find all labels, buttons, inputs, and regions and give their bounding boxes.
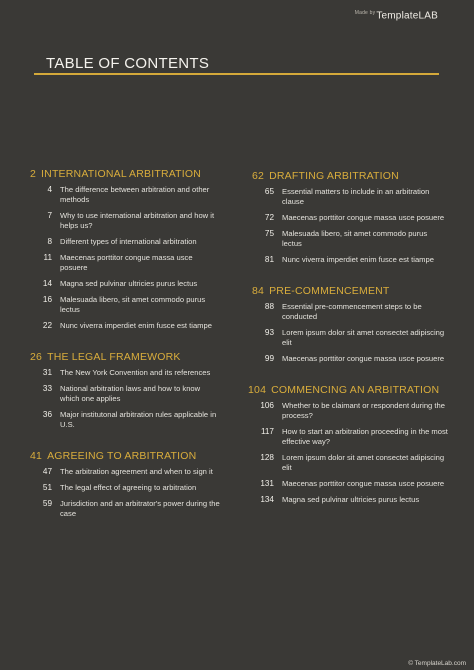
section-heading[interactable] <box>252 170 448 182</box>
section-heading[interactable] <box>248 384 448 396</box>
entry-text: Major institutonal arbitration rules applicable in U.S. <box>60 410 217 429</box>
logo-small-text: Made by <box>354 10 376 16</box>
entry-page-number: 93 <box>264 328 274 337</box>
entry-page-number: 72 <box>264 213 274 222</box>
section-title: PRE-COMMENCEMENT <box>269 285 390 297</box>
toc-entry[interactable] <box>30 279 220 289</box>
section-heading[interactable] <box>30 450 220 462</box>
entry-page-number: 36 <box>42 410 52 419</box>
toc-entry[interactable] <box>252 302 448 322</box>
toc-entry[interactable] <box>252 229 448 249</box>
toc-section <box>248 384 448 505</box>
section-title: AGREEING TO ARBITRATION <box>47 450 197 462</box>
title-underline <box>34 73 439 75</box>
section-page-number: 62 <box>252 170 265 182</box>
entry-text: Magna sed pulvinar ultricies purus lectus <box>282 495 420 504</box>
section-heading[interactable] <box>30 168 220 180</box>
entry-page-number: 88 <box>264 302 274 311</box>
entry-page-number: 134 <box>260 495 274 504</box>
entry-page-number: 7 <box>47 211 52 220</box>
entry-text: Maecenas porttitor congue massa usce posuere <box>282 354 445 363</box>
toc-entry[interactable] <box>30 321 220 331</box>
toc-section <box>252 285 448 364</box>
entry-page-number: 47 <box>42 467 52 476</box>
toc-entry[interactable] <box>30 410 220 430</box>
entry-text: Maecenas porttitor congue massa usce posuere <box>282 213 445 222</box>
entry-page-number: 11 <box>43 253 52 262</box>
entry-page-number: 59 <box>42 499 52 508</box>
section-title: THE LEGAL FRAMEWORK <box>47 351 181 363</box>
toc-section <box>30 450 220 519</box>
entry-text: Different types of international arbitration <box>60 237 197 246</box>
section-title: DRAFTING ARBITRATION <box>269 170 399 182</box>
entry-text: Malesuada libero, sit amet commodo purus lectus <box>282 229 428 248</box>
toc-entry[interactable] <box>252 453 448 473</box>
toc-entry[interactable] <box>252 427 448 447</box>
templatelab-logo <box>355 10 438 21</box>
toc-entry[interactable] <box>30 384 220 404</box>
logo-text: TemplateLAB <box>376 10 438 22</box>
entry-page-number: 131 <box>260 479 274 488</box>
section-page-number: 41 <box>30 450 43 462</box>
entry-page-number: 14 <box>42 279 52 288</box>
toc-entry[interactable] <box>30 295 220 315</box>
entry-text: Whether to be claimant or respondent during the process? <box>282 401 445 420</box>
entry-text: The New York Convention and its references <box>60 368 211 377</box>
entry-page-number: 106 <box>260 401 274 410</box>
toc-entry[interactable] <box>30 499 220 519</box>
toc-entry[interactable] <box>30 211 220 231</box>
toc-entry[interactable] <box>252 213 448 223</box>
entry-text: The difference between arbitration and other methods <box>60 185 210 204</box>
entry-page-number: 33 <box>42 384 52 393</box>
entry-text: Nunc viverra imperdiet enim fusce est tiampe <box>60 321 212 330</box>
page-title: TABLE OF CONTENTS <box>46 55 210 72</box>
entry-page-number: 81 <box>264 255 274 264</box>
toc-entry[interactable] <box>252 354 448 364</box>
toc-entry[interactable] <box>252 187 448 207</box>
entry-text: The arbitration agreement and when to sign it <box>60 467 213 476</box>
entry-page-number: 51 <box>42 483 52 492</box>
entry-page-number: 75 <box>264 229 274 238</box>
toc-entry[interactable] <box>30 253 220 273</box>
entry-text: Malesuada libero, sit amet commodo purus lectus <box>60 295 206 314</box>
entry-text: National arbitration laws and how to know which one applies <box>60 384 201 403</box>
section-title: INTERNATIONAL ARBITRATION <box>41 168 202 180</box>
toc-section <box>30 168 220 331</box>
entry-text: Essential pre-commencement steps to be conducted <box>282 302 422 321</box>
entry-page-number: 16 <box>42 295 52 304</box>
toc-section <box>252 170 448 265</box>
toc-right-column <box>248 170 448 511</box>
toc-entry[interactable] <box>30 185 220 205</box>
entry-page-number: 65 <box>264 187 274 196</box>
entry-page-number: 99 <box>264 354 274 363</box>
toc-entry[interactable] <box>30 237 220 247</box>
section-heading[interactable] <box>30 351 220 363</box>
entry-text: Lorem ipsum dolor sit amet consectet adipiscing elit <box>282 453 445 472</box>
entry-text: Maecenas porttitor congue massa usce posuere <box>60 253 193 272</box>
toc-entry[interactable] <box>252 328 448 348</box>
entry-page-number: 22 <box>42 321 52 330</box>
toc-section <box>30 351 220 430</box>
section-page-number: 26 <box>30 351 43 363</box>
entry-page-number: 8 <box>47 237 52 246</box>
entry-text: Maecenas porttitor congue massa usce posuere <box>282 479 445 488</box>
toc-entry[interactable] <box>252 401 448 421</box>
entry-page-number: 128 <box>260 453 274 462</box>
toc-entry[interactable] <box>252 495 448 505</box>
section-page-number: 104 <box>248 384 267 396</box>
toc-entry[interactable] <box>252 255 448 265</box>
entry-text: The legal effect of agreeing to arbitration <box>60 483 197 492</box>
entry-page-number: 31 <box>42 368 52 377</box>
section-page-number: 84 <box>252 285 265 297</box>
entry-text: Why to use international arbitration and how it helps us? <box>60 211 215 230</box>
entry-text: Nunc viverra imperdiet enim fusce est tiampe <box>282 255 434 264</box>
entry-text: Essential matters to include in an arbitration clause <box>282 187 430 206</box>
section-page-number: 2 <box>30 168 37 180</box>
section-heading[interactable] <box>252 285 448 297</box>
entry-text: Lorem ipsum dolor sit amet consectet adipiscing elit <box>282 328 445 347</box>
entry-text: Magna sed pulvinar ultricies purus lectus <box>60 279 198 288</box>
toc-entry[interactable] <box>252 479 448 489</box>
entry-page-number: 4 <box>47 185 52 194</box>
section-title: COMMENCING AN ARBITRATION <box>271 384 440 396</box>
entry-page-number: 117 <box>260 427 274 436</box>
toc-entry[interactable] <box>30 368 220 378</box>
entry-text: How to start an arbitration proceeding in the most effective way? <box>282 427 448 446</box>
toc-entry[interactable] <box>30 483 220 493</box>
toc-entry[interactable] <box>30 467 220 477</box>
toc-left-column <box>30 168 220 525</box>
entry-text: Jurisdiction and an arbitrator's power during the case <box>60 499 220 518</box>
footer-credit[interactable]: © TemplateLab.com <box>408 660 466 667</box>
